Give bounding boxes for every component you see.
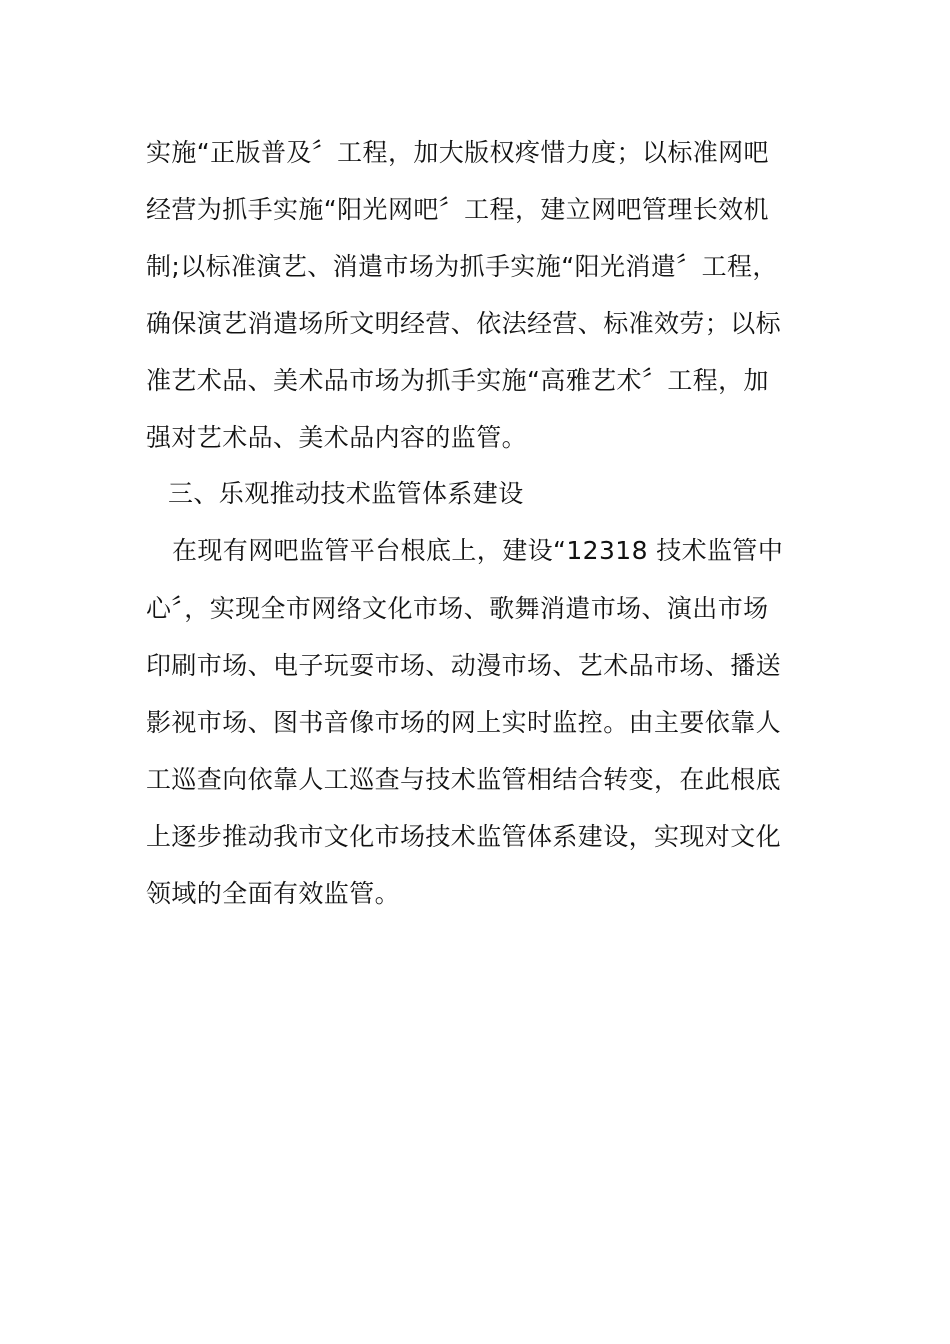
heading-3-text: 三、乐观推动技术监管体系建设 [168, 479, 524, 508]
paragraph-2-line-4: 影视市场、图书音像市场的网上实时监控。由主要依靠人 [146, 708, 782, 737]
paragraph-1-line-3: 制;以标准演艺、消遣市场为抓手实施“阳光消遣〞工程， [146, 252, 778, 281]
paragraph-2-line-5: 工巡查向依靠人工巡查与技术监管相结合转变，在此根底 [146, 765, 782, 794]
paragraph-2-line-6: 上逐步推动我市文化市场技术监管体系建设，实现对文化 [146, 822, 782, 851]
paragraph-1-line-1: 实施“正版普及〞工程，加大版权疼惜力度；以标准网吧 [146, 138, 769, 167]
paragraph-2-line-1: 在现有网吧监管平台根底上，建设“12318 技术监管中 [172, 536, 784, 565]
paragraph-2-line-7: 领域的全面有效监管。 [146, 879, 401, 908]
paragraph-1-line-5: 准艺术品、美术品市场为抓手实施“高雅艺术〞工程，加 [146, 366, 769, 395]
paragraph-2-line-2: 心〞，实现全市网络文化市场、歌舞消遣市场、演出市场 [146, 594, 769, 623]
paragraph-1-line-2: 经营为抓手实施“阳光网吧〞工程，建立网吧管理长效机 [146, 195, 769, 224]
paragraph-1-line-4: 确保演艺消遣场所文明经营、依法经营、标准效劳；以标 [146, 309, 782, 338]
paragraph-2-line-3: 印刷市场、电子玩耍市场、动漫市场、艺术品市场、播送 [146, 651, 782, 680]
paragraph-1-line-6: 强对艺术品、美术品内容的监管。 [146, 423, 528, 452]
